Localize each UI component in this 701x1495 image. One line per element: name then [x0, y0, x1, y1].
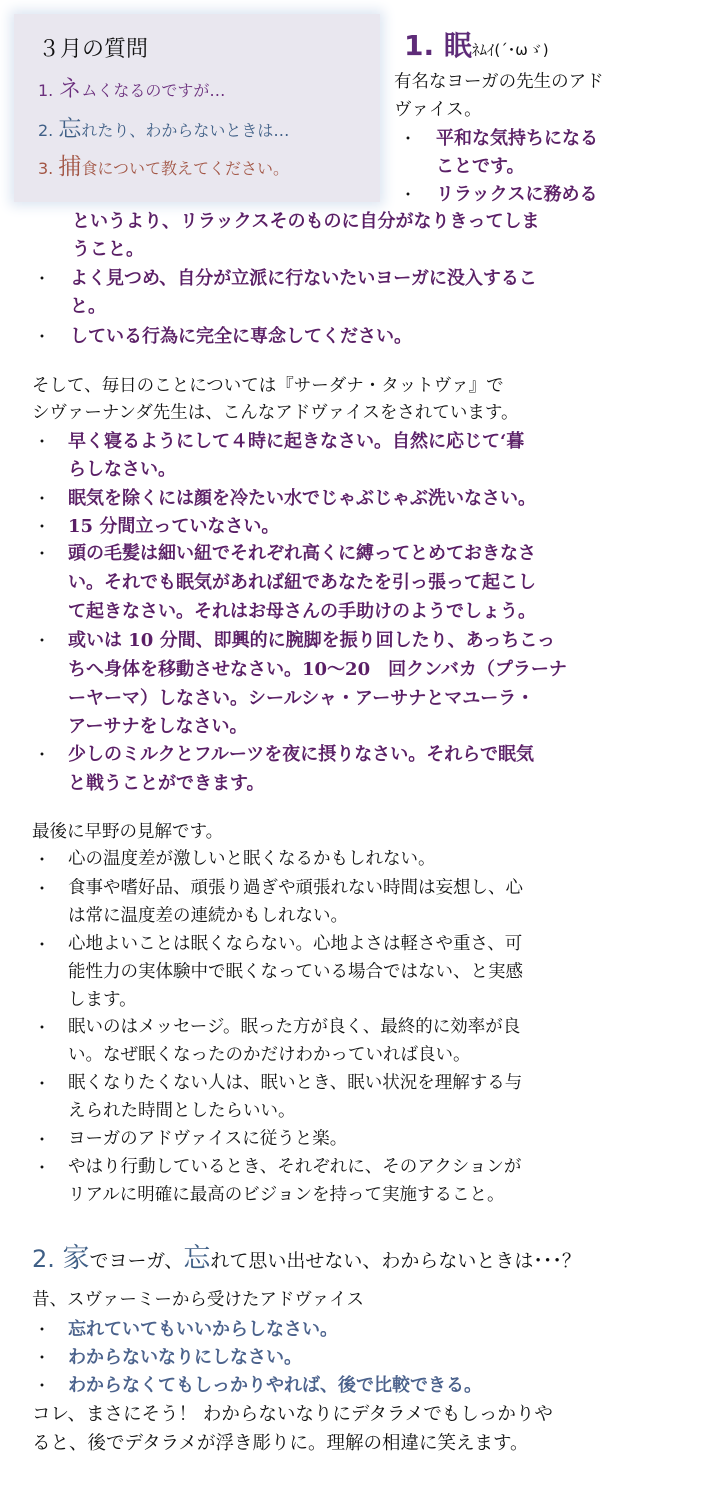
advice-2a: リラックスに務める — [436, 184, 598, 205]
daily-line: 或いは 10 分間、即興的に腕脚を振り回したり、あっちこっ — [68, 630, 556, 651]
opinion-line: は常に温度差の連続かもしれない。 — [68, 906, 348, 926]
opinion-line: します。 — [68, 990, 137, 1010]
section-2-keyword-2: 忘 — [183, 1243, 211, 1274]
section-1-intro-2: ヴァイス。 — [394, 100, 482, 120]
opinion-line: リアルに明確に最高のビジョンを持って実施すること。 — [68, 1185, 505, 1205]
section-2-text-2: れて思い出せない、わからないときは･･･？ — [210, 1250, 581, 1272]
opinion-line: 心地よいことは眠くならない。心地よさは軽さや重さ、可 — [68, 934, 523, 954]
daily-line: 早く寝るようにして４時に起きなさい。自然に応じて‘暮 — [68, 431, 525, 452]
bullet: ・ — [34, 432, 51, 451]
closing-line-1: コレ、まさにそう！ わからないなりにデタラメでもしっかりや — [32, 1404, 553, 1425]
question-1-keyword: ネ — [58, 76, 82, 102]
section-1-number: 1. — [404, 29, 435, 62]
advice-1a: 平和な気持ちになる — [436, 128, 598, 149]
daily-line: ーヤーマ）しなさい。シールシャ・アーサナとマユーラ・ — [68, 688, 535, 709]
opinion-line: 眠いのはメッセージ。眠った方が良く、最終的に効率が良 — [68, 1017, 521, 1037]
section-2-intro: 昔、スヴァーミーから受けたアドヴァイス — [32, 1290, 364, 1310]
daily-line: て起きなさい。それはお母さんの手助けのようでしょう。 — [68, 601, 536, 622]
questions-title: ３月の質問 — [38, 37, 149, 62]
question-2-number: 2. — [38, 121, 54, 140]
opinion-line: 食事や嗜好品、頑張り過ぎや頑張れない時間は妄想し、心 — [68, 878, 523, 898]
bullet: ・ — [34, 745, 51, 764]
bullet: ・ — [34, 1130, 51, 1149]
section-1-intro-1: 有名なヨーガの先生のアド — [394, 72, 604, 92]
bullet: ・ — [34, 517, 51, 536]
question-3-keyword: 捕 — [58, 154, 82, 180]
daily-line: ちへ身体を移動させなさい。10～20 回クンバカ（プラーナ — [68, 659, 567, 680]
section-1-heading — [404, 24, 549, 64]
daily-line: アーサナをしなさい。 — [68, 716, 248, 737]
bullet: ・ — [34, 1018, 51, 1037]
question-2-text: れたり、わからないときは… — [81, 121, 290, 140]
question-1-number: 1. — [38, 81, 54, 100]
section-2-advice: わからなくてもしっかりやれば、後で比較できる。 — [68, 1375, 482, 1396]
advice-4: している行為に完全に専念してください。 — [70, 326, 412, 347]
question-1-text: ムくなるのですが… — [81, 81, 226, 100]
daily-line: らしなさい。 — [68, 459, 176, 480]
section-2-text-1: でヨーガ、 — [89, 1250, 184, 1272]
section-2-heading — [32, 1236, 581, 1275]
question-2 — [38, 110, 289, 143]
daily-intro-2: シヴァーナンダ先生は、こんなアドヴァイスをされています。 — [32, 403, 519, 423]
question-3 — [38, 148, 289, 181]
bullet: ・ — [34, 489, 51, 508]
daily-line: 頭の毛髪は細い紐でそれぞれ高くに縛ってとめておきなさ — [68, 543, 536, 564]
closing-line-2: ると、後でデタラメが浮き彫りに。理解の相違に笑えます。 — [32, 1433, 529, 1454]
question-1 — [38, 70, 225, 103]
question-3-number: 3. — [38, 159, 54, 178]
bullet: ・ — [34, 935, 51, 954]
bullet: ・ — [34, 1348, 51, 1367]
daily-line: 15 分間立っていなさい。 — [68, 516, 280, 537]
opinion-intro: 最後に早野の見解です。 — [32, 822, 224, 842]
daily-line: と戦うことができます。 — [68, 773, 265, 794]
section-2-keyword-1: 家 — [62, 1243, 90, 1274]
opinion-line: えられた時間としたらいい。 — [68, 1101, 296, 1121]
bullet: ・ — [34, 631, 51, 650]
bullet: ・ — [34, 269, 51, 288]
advice-3a: よく見つめ、自分が立派に行ないたいヨーガに没入するこ — [70, 268, 537, 289]
daily-line: 眠気を除くには顔を冷たい水でじゃぶじゃぶ洗いなさい。 — [68, 488, 536, 509]
daily-intro-1: そして、毎日のことについては『サーダナ・タットヴァ』で — [32, 376, 504, 396]
daily-line: い。それでも眠気があれば紐であなたを引っ張って起こし — [68, 572, 536, 593]
section-2-advice: わからないなりにしなさい。 — [68, 1347, 302, 1368]
bullet: ・ — [400, 185, 417, 204]
section-2-advice: 忘れていてもいいからしなさい。 — [68, 1319, 338, 1340]
question-2-keyword: 忘 — [58, 116, 82, 142]
opinion-line: 能性力の実体験中で眠くなっている場合ではない、と実感 — [68, 962, 523, 982]
bullet: ・ — [34, 1376, 51, 1395]
advice-1b: ことです。 — [436, 156, 525, 177]
bullet: ・ — [34, 1158, 51, 1177]
advice-2b: というより、リラックスそのものに自分がなりきってしま — [72, 211, 540, 232]
daily-line: 少しのミルクとフルーツを夜に摂りなさい。それらで眠気 — [68, 744, 535, 765]
advice-2c: うこと。 — [72, 239, 144, 260]
bullet: ・ — [400, 129, 417, 148]
opinion-line: ヨーガのアドヴァイスに従うと楽。 — [68, 1129, 348, 1149]
opinion-line: やはり行動しているとき、それぞれに、そのアクションが — [68, 1157, 522, 1177]
advice-3b: と。 — [70, 296, 106, 317]
bullet: ・ — [34, 850, 51, 869]
opinion-line: 心の温度差が激しいと眠くなるかもしれない。 — [68, 849, 436, 869]
opinion-line: 眠くなりたくない人は、眠いとき、眠い状況を理解する与 — [68, 1073, 523, 1093]
bullet: ・ — [34, 1074, 51, 1093]
section-1-kaomoji: ﾈﾑｲ(´･ωゞ) — [471, 41, 549, 59]
bullet: ・ — [34, 1320, 51, 1339]
section-2-number: 2. — [32, 1245, 55, 1273]
opinion-line: い。なぜ眠くなったのかだけわかっていれば良い。 — [68, 1045, 471, 1065]
bullet: ・ — [34, 327, 51, 346]
bullet: ・ — [34, 544, 51, 563]
section-1-keyword: 眠 — [443, 29, 472, 62]
bullet: ・ — [34, 879, 51, 898]
question-3-text: 食について教えてください。 — [81, 159, 290, 178]
